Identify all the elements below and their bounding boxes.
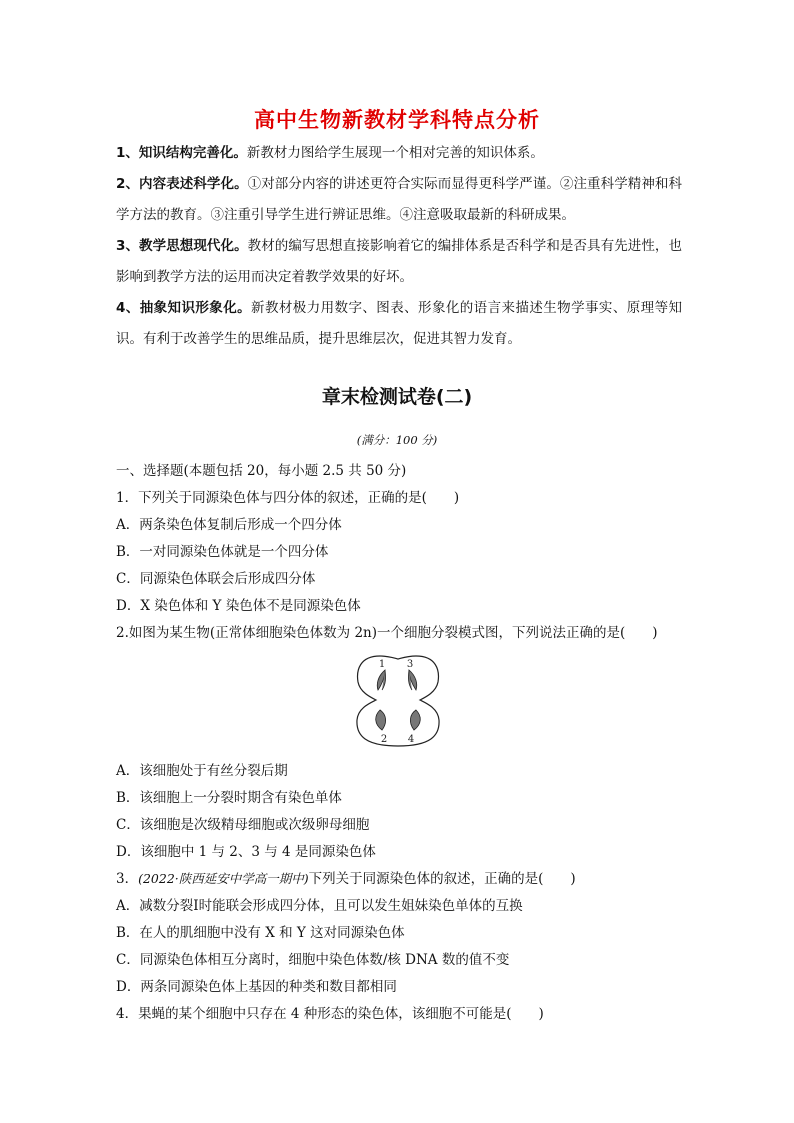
- question-4-stem: 4．果蝇的某个细胞中只存在 4 种形态的染色体，该细胞不可能是( ): [116, 1006, 544, 1022]
- question-3-stem: [116, 867, 576, 887]
- question-1-option-c: C．同源染色体联会后形成四分体: [116, 571, 316, 587]
- intro-point-4: [116, 293, 682, 355]
- intro-point-text: 教材的编写思想直接影响着它的编排体系是否科学和是否具有先进性，也影响到教学方法的运用而决定着教学效果的好坏。: [116, 238, 682, 285]
- intro-point-2: [116, 169, 682, 231]
- exam-score: (满分：100 分): [356, 433, 438, 447]
- question-2-option-b: B．该细胞上一分裂时期含有染色单体: [116, 790, 342, 806]
- intro-point-head: 2、内容表述科学化。: [116, 176, 248, 192]
- question-1-option-b: B．一对同源染色体就是一个四分体: [116, 544, 329, 560]
- question-1-option-a: A．两条染色体复制后形成一个四分体: [116, 517, 342, 533]
- intro-point-head: 1、知识结构完善化。: [116, 145, 247, 161]
- question-3-source: (2022·陕西延安中学高一期中): [138, 871, 309, 886]
- question-3-option-c: C．同源染色体相互分离时，细胞中染色体数/核 DNA 数的值不变: [116, 952, 510, 968]
- intro-point-head: 3、教学思想现代化。: [116, 238, 248, 254]
- question-3-stem-text: 下列关于同源染色体的叙述，正确的是( ): [308, 871, 576, 887]
- question-3-option-a: A．减数分裂Ⅰ时能联会形成四分体，且可以发生姐妹染色单体的互换: [116, 898, 523, 914]
- question-2-option-a: A．该细胞处于有丝分裂后期: [116, 763, 288, 779]
- chromosome-label-1: 1: [378, 659, 386, 670]
- chromosome-2: [376, 710, 386, 730]
- question-3-option-b: B．在人的肌细胞中没有 X 和 Y 这对同源染色体: [116, 925, 405, 941]
- question-2-stem: 2.如图为某生物(正常体细胞染色体数为 2n)一个细胞分裂模式图，下列说法正确的是( ): [116, 625, 658, 641]
- chromosome-label-4: 4: [407, 734, 415, 745]
- question-1-option-d: D．X 染色体和 Y 染色体不是同源染色体: [116, 598, 361, 614]
- intro-point-text: ①对部分内容的讲述更符合实际而显得更科学严谨。②注重科学精神和科学方法的教育。③注重引导学生进行辨证思维。④注意吸取最新的科研成果。: [116, 176, 682, 223]
- section-heading: 一、选择题(本题包括 20，每小题 2.5 共 50 分): [116, 463, 407, 479]
- intro-point-text: 新教材极力用数字、图表、形象化的语言来描述生物学事实、原理等知识。有利于改善学生的思维品质，提升思维层次，促进其智力发育。: [116, 300, 682, 347]
- exam-title: 章末检测试卷(二): [321, 386, 473, 408]
- chromosome-1: [377, 670, 385, 690]
- cell-division-diagram: [352, 652, 444, 748]
- intro-point-text: 新教材力图给学生展现一个相对完善的知识体系。: [246, 145, 544, 161]
- question-3-option-d: D．两条同源染色体上基因的种类和数目都相同: [116, 979, 397, 995]
- chromosome-label-3: 3: [406, 659, 414, 670]
- question-3-number: 3．: [116, 871, 139, 887]
- question-2-option-d: D．该细胞中 1 与 2、3 与 4 是同源染色体: [116, 844, 376, 860]
- cell-outline: [357, 656, 439, 746]
- intro-title: 高中生物新教材学科特点分析: [254, 108, 540, 132]
- question-2-option-c: C．该细胞是次级精母细胞或次级卵母细胞: [116, 817, 370, 833]
- intro-point-head: 4、抽象知识形象化。: [116, 300, 252, 316]
- chromosome-label-2: 2: [380, 734, 388, 745]
- chromosome-3: [408, 670, 416, 690]
- intro-point-3: [116, 231, 682, 293]
- question-1-stem: 1．下列关于同源染色体与四分体的叙述，正确的是( ): [116, 490, 460, 506]
- chromosome-4: [410, 710, 420, 730]
- intro-point-1: [116, 138, 682, 169]
